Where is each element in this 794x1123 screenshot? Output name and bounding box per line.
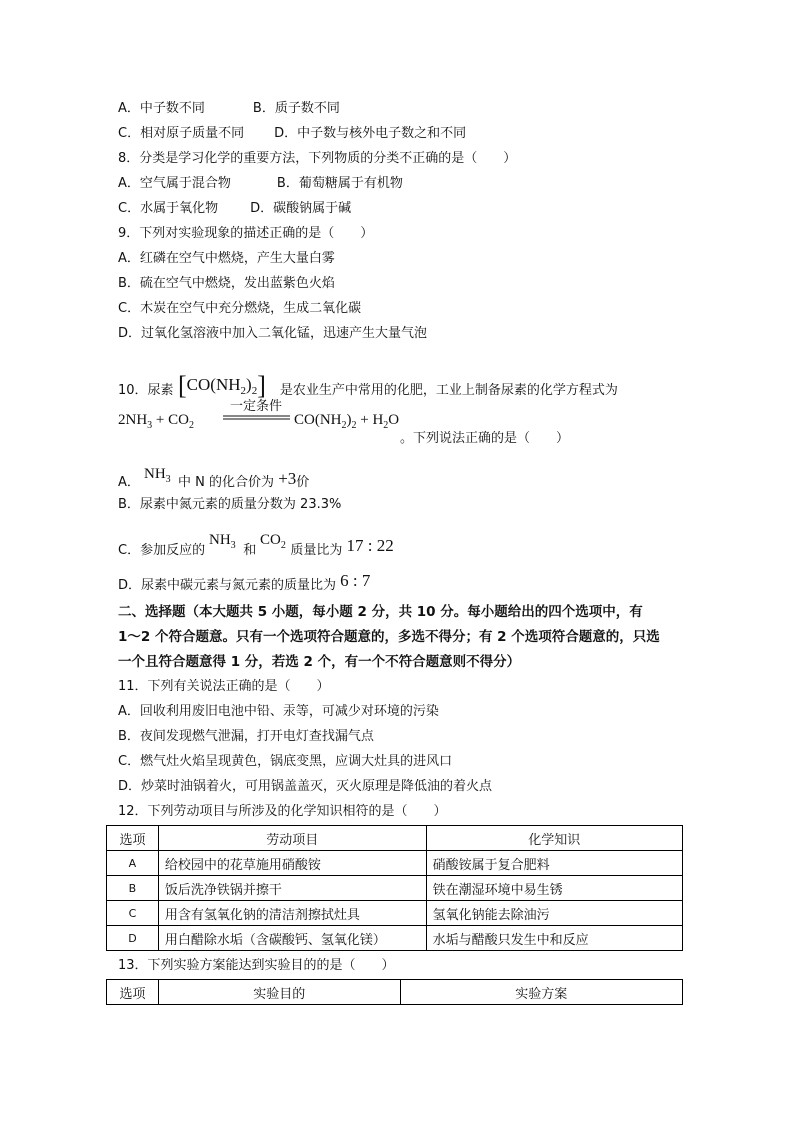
header-plan: 实验方案 (400, 980, 682, 1005)
q11-option-b: B．夜间发现燃气泄漏，打开电灯查找漏气点 (118, 729, 374, 744)
q10-option-a-text: 中 N 的化合价为 (178, 475, 275, 490)
section2-line1: 二、选择题（本大题共 5 小题，每小题 2 分，共 10 分。每小题给出的四个选项中，有 (118, 604, 643, 620)
header-option: 选项 (107, 980, 159, 1005)
q10-option-c (118, 530, 394, 560)
q7-options-row2 (118, 125, 466, 143)
labor-item: 用含有氢氧化钠的清洁剂擦拭灶具 (158, 901, 426, 926)
q11-option-c: C．燃气灶火焰呈现黄色，锅底变黑，应调大灶具的进风口 (118, 754, 453, 769)
q7-option-b: B．质子数不同 (252, 101, 340, 116)
q12-stem: 12．下列劳动项目与所涉及的化学知识相符的是（ ） (118, 804, 447, 819)
q10-option-b: B．尿素中氮元素的质量分数为 23.3% (118, 497, 342, 512)
header-labor-item: 劳动项目 (158, 826, 426, 851)
q10-option-a-label: A． (118, 475, 140, 490)
valence-value: +3 (278, 469, 297, 488)
svg-text:NH3: $NH_3$ (209, 532, 236, 551)
q7-options-row1 (118, 100, 340, 118)
row-label: D (107, 926, 159, 951)
q10-option-a (118, 464, 309, 492)
q10-option-a-suffix: 价 (296, 475, 310, 490)
q11-option-d: D．炒菜时油锅着火，可用锅盖盖灭，灭火原理是降低油的着火点 (118, 779, 493, 794)
q9-option-d: D．过氧化氢溶液中加入二氧化锰，迅速产生大量气泡 (118, 326, 428, 341)
urea-formula-text: $[CO(NH_2)_2]$ (177, 371, 266, 400)
row-label: B (107, 876, 159, 901)
svg-text:2NH3 + CO2: $2NH_3 + CO_2$ (118, 412, 194, 431)
labor-item: 用白醋除水垢（含碳酸钙、氢氧化镁） (158, 926, 426, 951)
table-row (107, 926, 683, 951)
q8-options-row1 (118, 175, 403, 193)
q9-option-b: B．硫在空气中燃烧，发出蓝紫色火焰 (118, 276, 335, 291)
co2-formula (260, 530, 290, 554)
q11-stem: 11．下列有关说法正确的是（ ） (118, 679, 330, 694)
section2-line3: 一个且符合题意得 1 分，若选 2 个，有一个不符合题意则不得分） (118, 654, 521, 670)
q10-option-c-text: C．参加反应的 (118, 543, 206, 558)
row-label: A (107, 851, 159, 876)
q10-option-d (118, 572, 370, 595)
q7-option-a: A．中子数不同 (118, 101, 205, 116)
chemical-equation (118, 398, 408, 438)
chem-knowledge: 铁在潮湿环境中易生锈 (426, 876, 682, 901)
q9-option-a: A．红磷在空气中燃烧，产生大量白雾 (118, 251, 335, 266)
svg-text:NH3: $NH_3$ (144, 466, 171, 485)
nh3-formula (144, 464, 178, 488)
nh3-formula-c (209, 530, 243, 554)
header-purpose: 实验目的 (158, 980, 400, 1005)
q10-number: 10．尿素 (118, 383, 174, 398)
q13-table (106, 979, 683, 1005)
q7-option-d: D．中子数与核外电子数之和不同 (274, 126, 467, 141)
q10-stem-tail: 是农业生产中常用的化肥，工业上制备尿素的化学方程式为 (279, 383, 618, 398)
q10-option-c-and: 和 (243, 543, 257, 558)
q12-table (106, 825, 683, 951)
table-header-row (107, 980, 683, 1005)
table-row (107, 851, 683, 876)
table-header-row (107, 826, 683, 851)
header-option: 选项 (107, 826, 159, 851)
section2-line2: 1～2 个符合题意。只有一个选项符合题意的，多选不得分；有 2 个选项符合题意的，只选 (118, 629, 660, 645)
q11-option-a: A．回收利用废旧电池中铅、汞等，可减少对环境的污染 (118, 704, 439, 719)
chem-knowledge: 硝酸铵属于复合肥料 (426, 851, 682, 876)
chem-knowledge: 水垢与醋酸只发生中和反应 (426, 926, 682, 951)
header-chem-knowledge: 化学知识 (426, 826, 682, 851)
q7-option-c: C．相对原子质量不同 (118, 126, 245, 141)
svg-text:CO(NH2)2 + H2O: $CO(NH_2)_2 + H_2O$ (294, 412, 400, 431)
svg-text:CO2: $CO_2$ (260, 532, 287, 551)
chem-knowledge: 氢氧化钠能去除油污 (426, 901, 682, 926)
q8-option-b: B．葡萄糖属于有机物 (276, 176, 403, 191)
mass-ratio: 17 : 22 (346, 536, 394, 555)
q10-option-d-text: D．尿素中碳元素与氮元素的质量比为 (118, 578, 337, 593)
q9-option-c: C．木炭在空气中充分燃烧，生成二氧化碳 (118, 301, 362, 316)
c-n-ratio: 6 : 7 (340, 571, 371, 590)
q8-options-row2 (118, 200, 351, 218)
q8-stem: 8．分类是学习化学的重要方法，下列物质的分类不正确的是（ ） (118, 151, 517, 166)
table-row (107, 876, 683, 901)
q10-stem-end: 。下列说法正确的是（ ） (400, 431, 570, 446)
q8-option-a: A．空气属于混合物 (118, 176, 231, 191)
q10-option-c-mid: 质量比为 (290, 543, 343, 558)
labor-item: 饭后洗净铁锅并擦干 (158, 876, 426, 901)
q8-option-d: D．碳酸钠属于碱 (250, 201, 352, 216)
q9-stem: 9．下列对实验现象的描述正确的是（ ） (118, 226, 374, 241)
q13-stem: 13．下列实验方案能达到实验目的的是（ ） (118, 958, 395, 973)
labor-item: 给校园中的花草施用硝酸铵 (158, 851, 426, 876)
row-label: C (107, 901, 159, 926)
equation-condition: 一定条件 (230, 398, 283, 413)
q8-option-c: C．水属于氧化物 (118, 201, 219, 216)
table-row (107, 901, 683, 926)
